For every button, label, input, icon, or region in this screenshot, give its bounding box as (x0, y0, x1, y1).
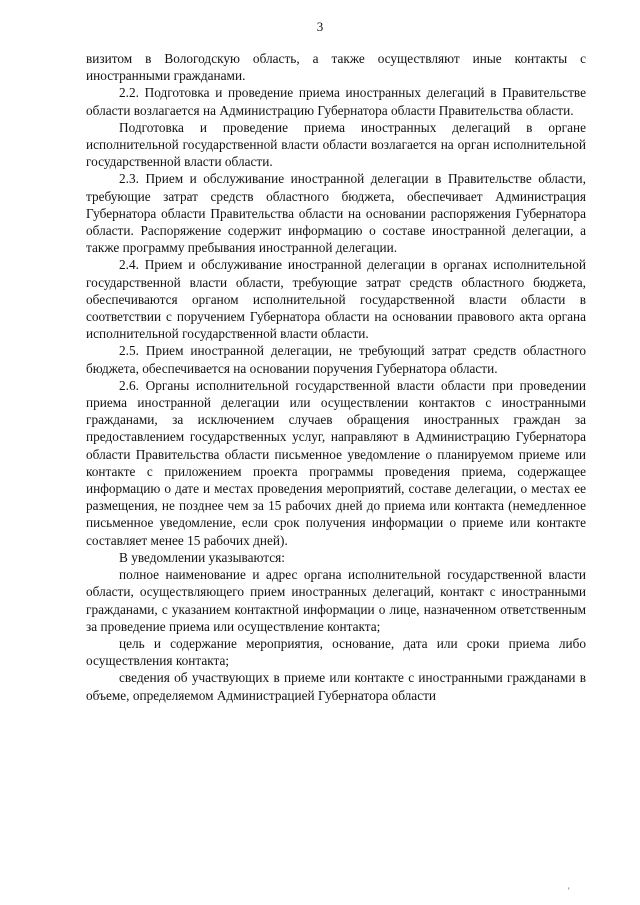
paragraph-2-3: 2.3. Прием и обслуживание иностранной делегации в Правительстве области, требующие затрат средств областного бюджета, обеспечивает Администрация Губернатора области Правительства области на основании распоряжения Губернатора области. Распоряжение содержит информацию о составе иностранной делегации, а также программу пребывания иностранной делегации. (86, 171, 586, 256)
margin-mark: ' (568, 886, 570, 896)
paragraph-continuation: визитом в Вологодскую область, а также осуществляют иные контакты с иностранными гражданами. (86, 51, 586, 84)
paragraph-2-6: 2.6. Органы исполнительной государственной власти области при проведении приема иностранной делегации или осуществлении контактов с иностранными гражданами, за исключением случаев обращения иностранных граждан за предоставлением государственных услуг, направляют в Администрацию Губернатора области Правительства области письменное уведомление о планируемом приеме или контакте с приложением проекта программы проведения приема, содержащее информацию о дате и местах проведения мероприятий, составе делегации, о местах ее размещения, не позднее чем за 15 рабочих дней до приема или контакта (немедленное письменное уведомление, если срок получения информации о приеме или контакте составляет менее 15 рабочих дней). (86, 377, 586, 548)
paragraph-notice-item-3: сведения об участвующих в приеме или контакте с иностранными гражданами в объеме, определяемом Администрацией Губернатора области (86, 670, 586, 703)
paragraph-2-2-organ: Подготовка и проведение приема иностранных делегаций в органе исполнительной государственной власти области возлагается на орган исполнительной государственной власти области. (86, 119, 586, 170)
paragraph-notice-item-1: полное наименование и адрес органа исполнительной государственной власти области, осуществляющего прием иностранных делегаций, контакт с иностранными гражданами, с указанием контактной информации о лице, назначенном ответственным за проведение приема или осуществление контакта; (86, 567, 586, 634)
page-number: 3 (316, 19, 324, 34)
paragraph-notice-item-2: цель и содержание мероприятия, основание, дата или сроки приема либо осуществления контакта; (86, 635, 586, 669)
document-body (86, 50, 586, 704)
paragraph-notice-intro: В уведомлении указываются: (119, 549, 285, 565)
paragraph-2-5: 2.5. Прием иностранной делегации, не требующий затрат средств областного бюджета, обеспечивается на основании поручения Губернатора области. (86, 343, 586, 376)
paragraph-2-2: 2.2. Подготовка и проведение приема иностранных делегаций в Правительстве области возлагается на Администрацию Губернатора области Правительства области. (86, 85, 586, 118)
paragraph-2-4: 2.4. Прием и обслуживание иностранной делегации в органах исполнительной государственной власти области, требующие затрат средств областного бюджета, обеспечиваются органом исполнительной государственной власти области в соответствии с поручением Губернатора области на основании правового акта органа исполнительной государственной власти области. (86, 257, 586, 342)
